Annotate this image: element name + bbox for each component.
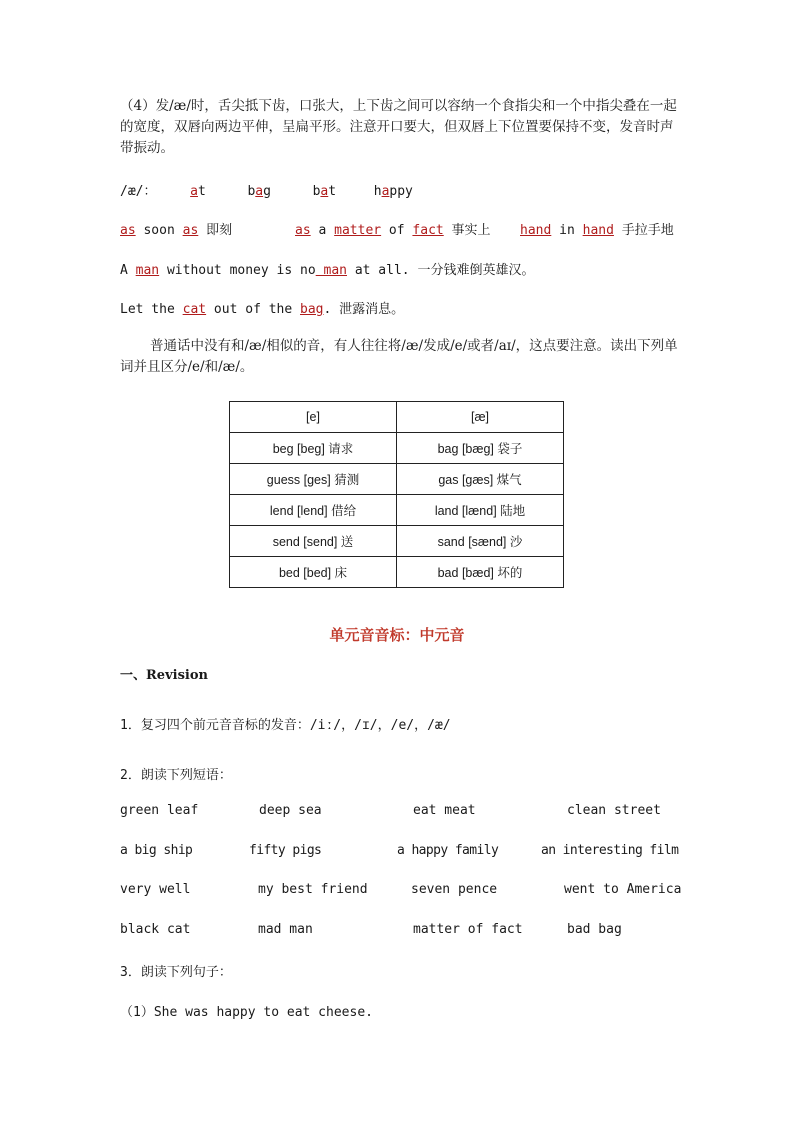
table-cell: beg [beg] 请求 [230,433,397,464]
word-bag-pre: b [247,184,256,199]
word-bag-red: a [255,184,264,199]
phrase-cell: my best friend [258,882,368,897]
phrase-as-a-matter-of-fact [295,219,491,238]
sentence-text: without money is no [159,263,316,278]
phonetic-comparison-table [229,401,564,588]
revision-title: 一、Revision [120,668,208,683]
phrase-cell: mad man [258,922,313,937]
table-row [230,433,564,464]
phrase-word: hand [582,223,614,238]
table-row [230,495,564,526]
intro-paragraph: （4）发/æ/时，舌尖抵下齿，口张大，上下齿之间可以容纳一个食指尖和一个中指尖叠在一起的宽度，双唇向两边平伸，呈扁平形。注意开口要大，但双唇上下位置要保持不变，发音时声带振动。 [120,98,677,156]
phrase-word: fact [412,223,444,238]
ae-label: /æ/： [120,184,157,199]
item-3: 3．朗读下列句子： [120,965,232,980]
phrase-cell: green leaf [120,803,199,818]
phrase-translation: 即刻 [198,223,233,238]
phrase-word: hand [520,223,552,238]
word-at-red: a [190,184,198,199]
phrase-cell: a big ship [120,843,193,858]
phrase-word: in [551,223,583,238]
phrase-word: as [295,223,311,238]
table-cell: guess [ges] 猜测 [230,464,397,495]
table-row [230,526,564,557]
phrase-cell: went to America [564,882,682,897]
table-row [230,557,564,588]
word-happy-red: a [381,184,390,199]
phrase-word: a [310,223,335,238]
table-cell: bad [bæd] 坏的 [397,557,564,588]
sentence-text: at all. 一分钱难倒英雄汉。 [347,263,535,278]
sentence-keyword: man [135,263,160,278]
word-happy-rest: ppy [389,184,413,199]
sentence-let-the-cat-out [120,298,404,317]
phrase-hand-in-hand [520,219,674,238]
phrase-cell: a happy family [397,843,499,858]
word-at-rest: t [197,184,206,199]
table-cell: sand [sænd] 沙 [397,526,564,557]
table-cell: land [lænd] 陆地 [397,495,564,526]
phrase-cell: deep sea [259,803,322,818]
sentence-text: Let the [120,302,183,317]
section-heading: 单元音音标：中元音 [329,626,465,644]
phrase-word: as [182,223,199,238]
phrase-cell: matter of fact [413,922,523,937]
table-header-ae: [æ] [397,402,564,433]
phrase-cell: clean street [567,803,661,818]
word-bat-pre: b [312,184,321,199]
sentence-keyword: bag [300,302,324,317]
phrase-as-soon-as [120,219,232,238]
example-sentence-1: （1）She was happy to eat cheese. [120,1005,373,1020]
sentence-man-without-money [120,259,534,278]
table-cell: gas [gæs] 煤气 [397,464,564,495]
ae-example-words [120,180,413,199]
table-header-row [230,402,564,433]
table-cell: bed [bed] 床 [230,557,397,588]
word-bat-rest: t [328,184,337,199]
phrase-word: as [120,223,136,238]
table-cell: lend [lend] 借给 [230,495,397,526]
phrase-cell: eat meat [413,803,476,818]
item-1: 1．复习四个前元音音标的发音：/iː/，/ɪ/，/e/，/æ/ [120,718,451,733]
phrase-cell: black cat [120,922,191,937]
phrase-cell: seven pence [411,882,498,897]
phrase-word: matter [334,223,382,238]
table-cell: bag [bæg] 袋子 [397,433,564,464]
phrase-word: of [381,223,413,238]
word-bat-red: a [320,184,329,199]
phrase-translation: 手拉手地 [613,223,674,238]
phrase-translation: 事实上 [443,223,491,238]
sentence-keyword: man [315,263,347,278]
sentence-text: A [120,263,136,278]
note-paragraph: 普通话中没有和/æ/相似的音，有人往往将/æ/发成/e/或者/aɪ/，这点要注意。读出下列单词并且区分/e/和/æ/。 [120,338,678,375]
table-header-e: [e] [230,402,397,433]
word-bag-rest: g [263,184,271,199]
table-cell: send [send] 送 [230,526,397,557]
phrase-cell: fifty pigs [249,843,322,858]
phrase-cell: very well [120,882,191,897]
sentence-text: . 泄露消息。 [323,302,405,317]
sentence-text: out of the [206,302,301,317]
phrase-cell: bad bag [567,922,622,937]
word-happy-pre: h [373,184,382,199]
sentence-keyword: cat [182,302,207,317]
item-2: 2．朗读下列短语： [120,768,232,783]
phrase-word: soon [135,223,183,238]
phrase-cell: an interesting film [541,843,679,858]
table-row [230,464,564,495]
